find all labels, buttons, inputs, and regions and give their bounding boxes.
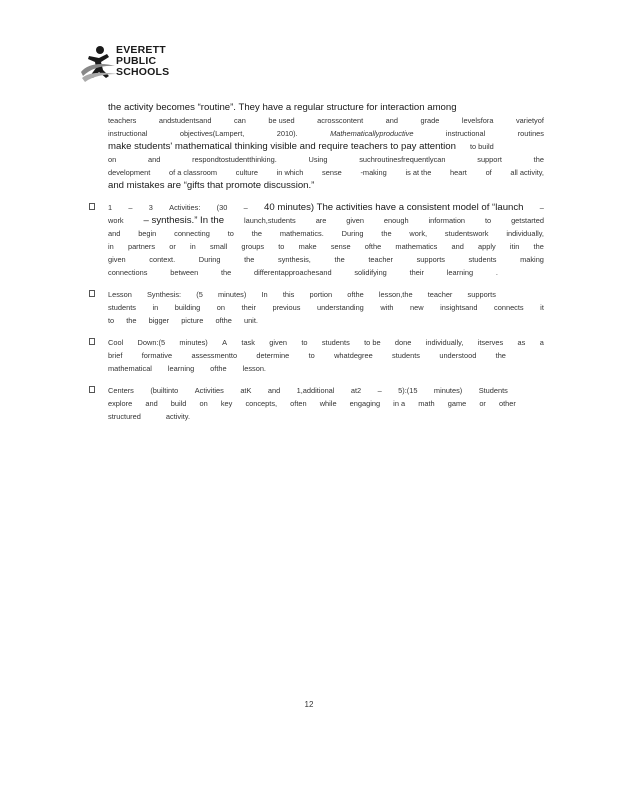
intro-line-4: make students' mathematical thinking visible and require teachers to pay attention to build: [108, 141, 494, 152]
intro-line-7: and mistakes are “gifts that promote discussion.”: [108, 180, 315, 191]
runner-with-swoosh-icon: [79, 42, 119, 84]
item1-line-4: in partners or in small groups to make sense ofthe mathematics and apply itin the: [108, 242, 544, 251]
item3-line-3: mathematical learning ofthe lesson.: [108, 364, 266, 373]
logo-line-1: EVERETT: [116, 44, 166, 56]
item2-line-2: students in building on their previous understanding with new insightsand connects it: [108, 303, 544, 312]
item4-line-3: structured activity.: [108, 412, 190, 421]
item4-line-2: explore and build on key concepts, often while engaging in a math game or other: [108, 399, 516, 408]
bullet-box-icon: [89, 203, 95, 210]
intro-line-3: instructional objectives(Lampert, 2010). Mathematicallyproductive instructional routines: [108, 129, 544, 138]
page-body: [108, 101, 544, 423]
intro-paragraph: [108, 101, 544, 192]
logo-wordmark: [116, 45, 169, 78]
logo-line-3: SCHOOLS: [116, 66, 170, 78]
list-item-centers: [108, 384, 544, 423]
bullet-box-icon: [89, 290, 95, 297]
intro-line-5: on and respondtostudentthinking. Using suchroutinesfrequentlycan support the: [108, 155, 544, 164]
bullet-box-icon: [89, 338, 95, 345]
item1-line-1: 1 – 3 Activities: (30 – 40 minutes) The activities have a consistent model of “launch –: [108, 202, 544, 213]
item3-line-2: brief formative assessmentto determine to whatdegree students understood the: [108, 351, 506, 360]
item3-line-1: Cool Down:(5 minutes) A task given to students to be done individually, itserves as a: [108, 338, 544, 347]
logo-line-2: PUBLIC: [116, 55, 157, 67]
item2-line-3: to the bigger picture ofthe unit.: [108, 316, 258, 325]
item1-line-2: work – synthesis.” In the launch,students are given enough information to getstarted: [108, 215, 544, 226]
item1-line-3: and begin connecting to the mathematics. During the work, studentswork individually,: [108, 229, 544, 238]
item4-line-1: Centers (builtinto Activities atK and 1,additional at2 – 5):(15 minutes) Students: [108, 386, 508, 395]
district-logo: [79, 42, 189, 84]
list-item-lesson-synthesis: [108, 288, 544, 327]
page-number: 12: [304, 700, 314, 709]
intro-line-6: development of a classroom culture in which sense -making is at the heart of all activity,: [108, 168, 544, 177]
intro-line-2: teachers andstudentsand can be used acrosscontent and grade levelsfora varietyof: [108, 116, 544, 125]
item2-line-1: Lesson Synthesis: (5 minutes) In this portion ofthe lesson,the teacher supports: [108, 290, 496, 299]
bullet-box-icon: [89, 386, 95, 393]
list-item-cool-down: [108, 336, 544, 375]
item1-line-6: connections between the differentapproachesand solidifying their learning .: [108, 268, 498, 277]
item1-line-5: given context. During the synthesis, the teacher supports students making: [108, 255, 544, 264]
intro-line-1: the activity becomes “routine”. They have a regular structure for interaction among: [108, 102, 457, 113]
list-item-activities: [108, 201, 544, 279]
